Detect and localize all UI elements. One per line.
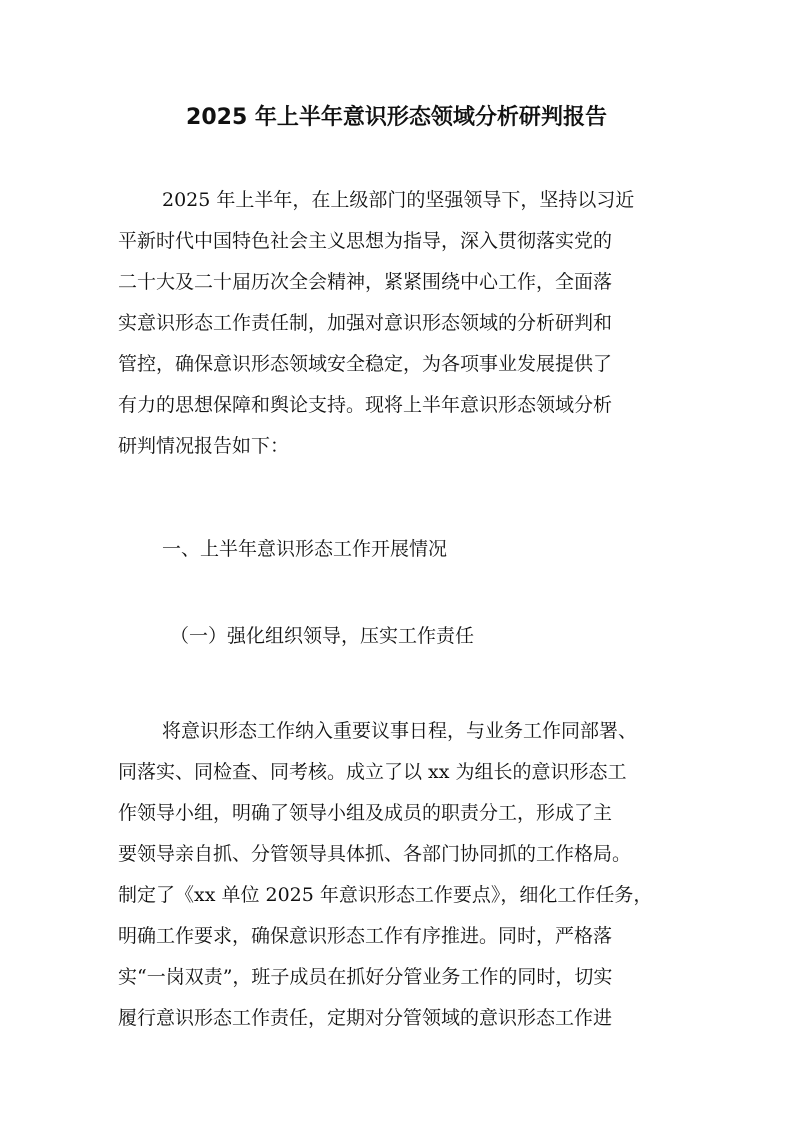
- paragraph-line: 实“一岗双责”，班子成员在抓好分管业务工作的同时，切实: [118, 966, 613, 988]
- paragraph-line: 制定了《xx 单位 2025 年意识形态工作要点》，细化工作任务，: [118, 884, 653, 906]
- paragraph-line: 平新时代中国特色社会主义思想为指导，深入贯彻落实党的: [118, 230, 613, 252]
- paragraph-line: 实意识形态工作责任制，加强对意识形态领域的分析研判和: [118, 312, 613, 334]
- paragraph-line: 同落实、同检查、同考核。成立了以 xx 为组长的意识形态工: [118, 761, 627, 783]
- intro-paragraph: [118, 180, 693, 467]
- paragraph-line: 管控，确保意识形态领域安全稳定，为各项事业发展提供了: [118, 353, 613, 375]
- subsection-heading: （一）强化组织领导，压实工作责任: [170, 625, 475, 647]
- paragraph-line: 二十大及二十届历次全会精神，紧紧围绕中心工作，全面落: [118, 271, 613, 293]
- document-title: 2025 年上半年意识形态领域分析研判报告: [186, 105, 607, 130]
- section-heading: 一、上半年意识形态工作开展情况: [162, 538, 448, 560]
- paragraph-line: 履行意识形态工作责任，定期对分管领域的意识形态工作进: [118, 1007, 613, 1029]
- subsection-paragraph: [118, 711, 693, 1039]
- paragraph-line: 有力的思想保障和舆论支持。现将上半年意识形态领域分析: [118, 394, 613, 416]
- paragraph-line: 作领导小组，明确了领导小组及成员的职责分工，形成了主: [118, 802, 613, 824]
- spacer: [118, 570, 693, 616]
- document-body: [118, 180, 693, 1039]
- paragraph-line: 2025 年上半年，在上级部门的坚强领导下，坚持以习近: [162, 189, 635, 211]
- paragraph-line: 明确工作要求，确保意识形态工作有序推进。同时，严格落: [118, 925, 613, 947]
- paragraph-line: 将意识形态工作纳入重要议事日程，与业务工作同部署、: [162, 720, 638, 742]
- spacer: [118, 467, 693, 529]
- paragraph-line: 研判情况报告如下：: [118, 435, 290, 457]
- paragraph-line: 要领导亲自抓、分管领导具体抓、各部门协同抓的工作格局。: [118, 843, 632, 865]
- spacer: [118, 657, 693, 711]
